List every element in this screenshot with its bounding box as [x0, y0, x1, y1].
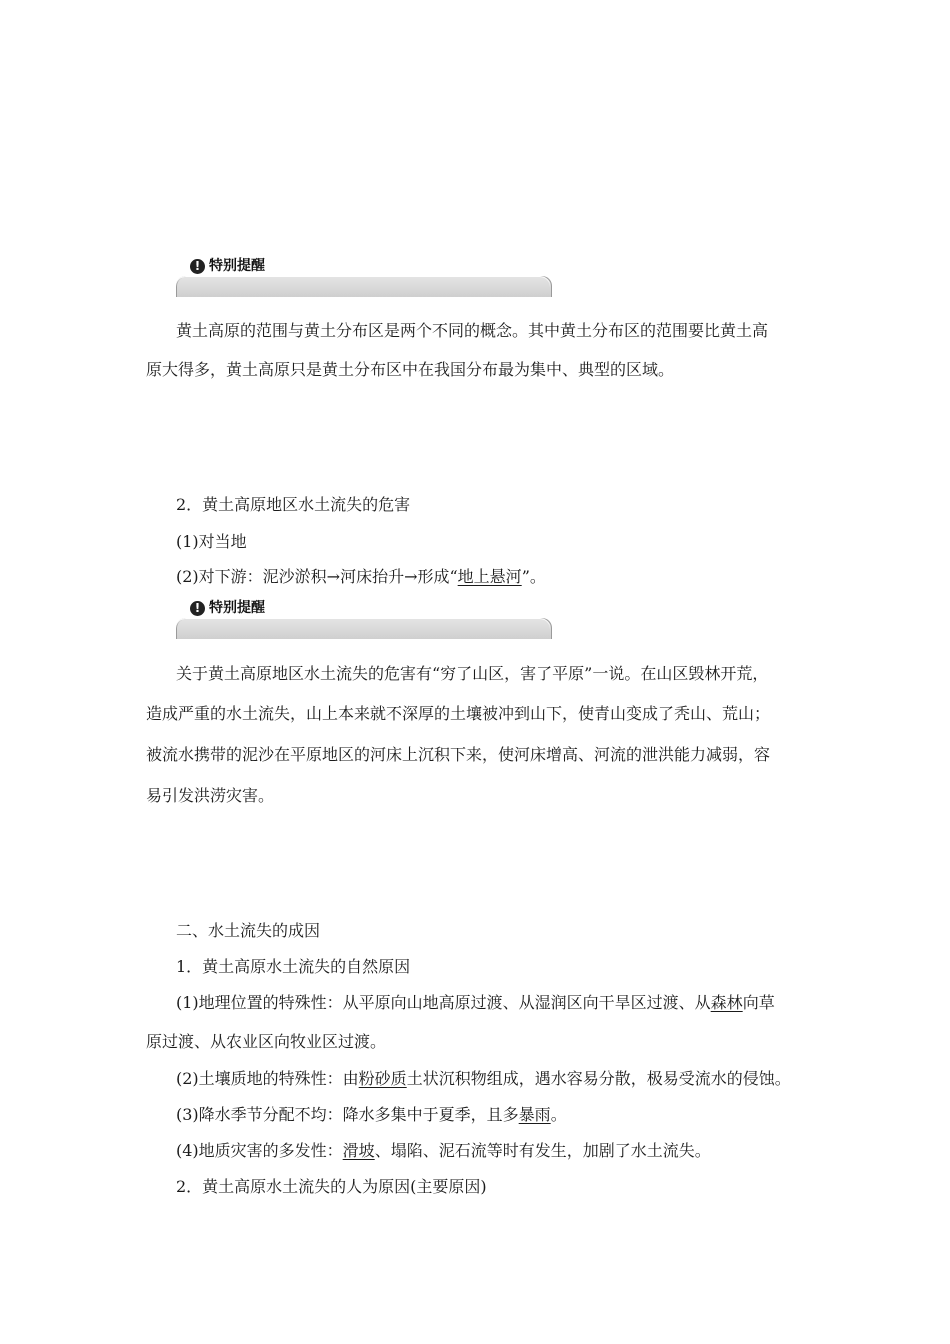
cause-precipitation	[176, 1105, 567, 1125]
harm-item-local: (1)对当地	[176, 532, 247, 551]
harm-item-downstream	[176, 567, 546, 587]
cause-soil-text-end: 土状沉积物组成，遇水容易分散，极易受流水的侵蚀。	[406, 1069, 791, 1088]
harm-heading: 2．黄土高原地区水土流失的危害	[176, 495, 411, 514]
callout-header-highlight	[176, 276, 550, 296]
cause-location	[176, 993, 775, 1013]
callout-header-highlight	[176, 618, 550, 638]
cause-soil-text: (2)土壤质地的特殊性：由	[176, 1069, 359, 1088]
cause-soil	[176, 1069, 791, 1089]
cause-geohazard	[176, 1141, 711, 1161]
answer-landslide: 滑坡	[342, 1141, 375, 1160]
callout-2-text-line-3: 被流水携带的泥沙在平原地区的河床上沉积下来，使河床增高、河流的泄洪能力减弱，容	[146, 745, 771, 764]
cause-location-text-end: 向草	[742, 993, 775, 1012]
cause-location-continued: 原过渡、从农业区向牧业区过渡。	[146, 1032, 387, 1051]
human-causes-heading: 2．黄土高原水土流失的人为原因(主要原因)	[176, 1177, 487, 1196]
exclamation-circle-icon: !	[190, 601, 205, 616]
answer-forest: 森林	[710, 993, 743, 1012]
answer-rainstorm: 暴雨	[518, 1105, 551, 1124]
cause-precipitation-text-end: 。	[550, 1105, 567, 1124]
natural-causes-heading: 1．黄土高原水土流失的自然原因	[176, 957, 411, 976]
answer-silty-sand: 粉砂质	[358, 1069, 407, 1088]
callout-2-text-line-2: 造成严重的水土流失，山上本来就不深厚的土壤被冲到山下，使青山变成了秃山、荒山；	[146, 704, 771, 723]
causes-heading: 二、水土流失的成因	[176, 921, 321, 940]
callout-2-text-line-1: 关于黄土高原地区水土流失的危害有“穷了山区，害了平原”一说。在山区毁林开荒，	[176, 664, 769, 683]
callout-1-text-line-2: 原大得多，黄土高原只是黄土分布区中在我国分布最为集中、典型的区域。	[146, 360, 675, 379]
special-reminder-callout-2	[176, 600, 552, 640]
callout-title: 特别提醒	[209, 258, 265, 274]
callout-1-text-line-1: 黄土高原的范围与黄土分布区是两个不同的概念。其中黄土分布区的范围要比黄土高	[176, 321, 769, 340]
downstream-text: (2)对下游：泥沙淤积→河床抬升→形成“	[176, 567, 458, 586]
exclamation-circle-icon: !	[190, 259, 205, 274]
callout-2-text-line-4: 易引发洪涝灾害。	[146, 786, 275, 805]
special-reminder-callout-1	[176, 258, 552, 298]
answer-suspended-river: 地上悬河	[457, 567, 522, 586]
callout-title: 特别提醒	[209, 600, 265, 616]
downstream-text-end: ”。	[521, 567, 546, 586]
cause-precipitation-text: (3)降水季节分配不均：降水多集中于夏季，且多	[176, 1105, 519, 1124]
cause-geohazard-text-end: 、塌陷、泥石流等时有发生，加剧了水土流失。	[374, 1141, 711, 1160]
cause-location-text: (1)地理位置的特殊性：从平原向山地高原过渡、从湿润区向干旱区过渡、从	[176, 993, 711, 1012]
cause-geohazard-text: (4)地质灾害的多发性：	[176, 1141, 343, 1160]
